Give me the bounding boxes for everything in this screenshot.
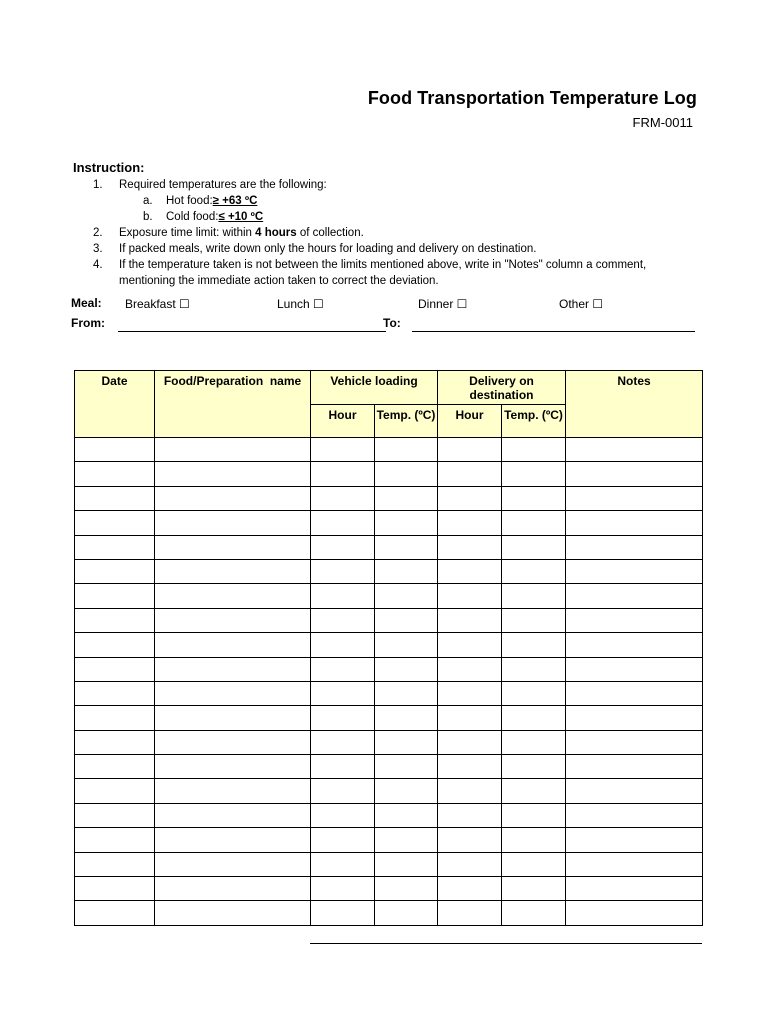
delivery-temp-cell[interactable] <box>502 657 566 681</box>
delivery-hour-cell[interactable] <box>438 608 502 632</box>
table-row <box>75 828 703 852</box>
instruction-text <box>119 225 364 241</box>
food-cell[interactable] <box>155 803 311 827</box>
table-row <box>75 657 703 681</box>
notes-cell[interactable] <box>566 462 703 486</box>
date-cell[interactable] <box>75 755 155 779</box>
table-row <box>75 877 703 901</box>
header-delivery-temp: Temp. (ºC) <box>502 405 566 438</box>
notes-cell[interactable] <box>566 486 703 510</box>
date-cell[interactable] <box>75 559 155 583</box>
date-cell[interactable] <box>75 803 155 827</box>
food-cell[interactable] <box>155 779 311 803</box>
date-cell[interactable] <box>75 852 155 876</box>
loading-hour-cell[interactable] <box>311 486 375 510</box>
loading-hour-cell[interactable] <box>311 730 375 754</box>
log-body <box>75 438 703 926</box>
loading-temp-cell[interactable] <box>375 608 438 632</box>
food-cell[interactable] <box>155 438 311 462</box>
table-row <box>75 681 703 705</box>
table-row <box>75 462 703 486</box>
notes-cell[interactable] <box>566 901 703 925</box>
delivery-hour-cell[interactable] <box>438 633 502 657</box>
from-label: From: <box>71 316 105 330</box>
delivery-temp-cell[interactable] <box>502 828 566 852</box>
food-cell[interactable] <box>155 633 311 657</box>
loading-hour-cell[interactable] <box>311 803 375 827</box>
table-row <box>75 779 703 803</box>
loading-temp-cell[interactable] <box>375 803 438 827</box>
date-cell[interactable] <box>75 511 155 535</box>
notes-cell[interactable] <box>566 803 703 827</box>
food-cell[interactable] <box>155 462 311 486</box>
loading-hour-cell[interactable] <box>311 852 375 876</box>
notes-cell[interactable] <box>566 755 703 779</box>
delivery-hour-cell[interactable] <box>438 877 502 901</box>
date-cell[interactable] <box>75 462 155 486</box>
food-cell[interactable] <box>155 755 311 779</box>
table-row <box>75 852 703 876</box>
table-row <box>75 706 703 730</box>
delivery-temp-cell[interactable] <box>502 730 566 754</box>
loading-temp-cell[interactable] <box>375 633 438 657</box>
loading-hour-cell[interactable] <box>311 779 375 803</box>
loading-temp-cell[interactable] <box>375 559 438 583</box>
loading-temp-cell[interactable] <box>375 535 438 559</box>
table-row <box>75 730 703 754</box>
instruction-text: If packed meals, write down only the hours for loading and delivery on destination. <box>119 243 537 255</box>
to-field[interactable] <box>412 331 695 332</box>
delivery-hour-cell[interactable] <box>438 584 502 608</box>
loading-temp-cell[interactable] <box>375 584 438 608</box>
delivery-temp-cell[interactable] <box>502 706 566 730</box>
delivery-temp-cell[interactable] <box>502 633 566 657</box>
header-delivery-hour: Hour <box>438 405 502 438</box>
delivery-hour-cell[interactable] <box>438 462 502 486</box>
loading-temp-cell[interactable] <box>375 511 438 535</box>
subitem-text: Cold food: <box>166 211 219 223</box>
loading-hour-cell[interactable] <box>311 584 375 608</box>
delivery-temp-cell[interactable] <box>502 779 566 803</box>
instruction-list <box>93 177 693 289</box>
table-row <box>75 559 703 583</box>
food-cell[interactable] <box>155 828 311 852</box>
notes-cell[interactable] <box>566 511 703 535</box>
food-cell[interactable] <box>155 584 311 608</box>
date-cell[interactable] <box>75 608 155 632</box>
instruction-item <box>93 177 693 193</box>
notes-cell[interactable] <box>566 877 703 901</box>
delivery-temp-cell[interactable] <box>502 877 566 901</box>
date-cell[interactable] <box>75 633 155 657</box>
delivery-hour-cell[interactable] <box>438 706 502 730</box>
loading-hour-cell[interactable] <box>311 755 375 779</box>
instruction-number: 3. <box>93 243 103 255</box>
delivery-temp-cell[interactable] <box>502 608 566 632</box>
delivery-temp-cell[interactable] <box>502 438 566 462</box>
subitem-letter: b. <box>143 211 153 223</box>
instruction-item <box>93 257 693 273</box>
instruction-number: 4. <box>93 259 103 271</box>
date-cell[interactable] <box>75 657 155 681</box>
meal-option-lunch[interactable]: Lunch ☐ <box>277 297 324 311</box>
delivery-hour-cell[interactable] <box>438 486 502 510</box>
subitem-text: Hot food: <box>166 195 213 207</box>
header-food-name: Food/Preparation name <box>155 371 311 438</box>
header-loading-temp: Temp. (ºC) <box>375 405 438 438</box>
table-row <box>75 755 703 779</box>
table-row <box>75 608 703 632</box>
notes-cell[interactable] <box>566 779 703 803</box>
instruction-item <box>93 225 693 241</box>
delivery-temp-cell[interactable] <box>502 511 566 535</box>
table-row <box>75 584 703 608</box>
instruction-heading: Instruction: <box>73 160 145 175</box>
loading-temp-cell[interactable] <box>375 852 438 876</box>
delivery-temp-cell[interactable] <box>502 803 566 827</box>
food-cell[interactable] <box>155 535 311 559</box>
instruction-continuation: mentioning the immediate action taken to correct the deviation. <box>119 275 439 287</box>
loading-temp-cell[interactable] <box>375 828 438 852</box>
delivery-hour-cell[interactable] <box>438 852 502 876</box>
food-cell[interactable] <box>155 559 311 583</box>
loading-temp-cell[interactable] <box>375 681 438 705</box>
notes-cell[interactable] <box>566 681 703 705</box>
notes-cell[interactable] <box>566 828 703 852</box>
notes-cell[interactable] <box>566 730 703 754</box>
delivery-hour-cell[interactable] <box>438 535 502 559</box>
food-cell[interactable] <box>155 852 311 876</box>
loading-hour-cell[interactable] <box>311 462 375 486</box>
cold-food-limit: ≤ +10 ºC <box>218 211 264 223</box>
date-cell[interactable] <box>75 535 155 559</box>
food-cell[interactable] <box>155 657 311 681</box>
header-vehicle-loading: Vehicle loading <box>311 371 438 405</box>
table-row <box>75 901 703 925</box>
delivery-hour-cell[interactable] <box>438 901 502 925</box>
food-cell[interactable] <box>155 511 311 535</box>
loading-hour-cell[interactable] <box>311 657 375 681</box>
signature-line[interactable] <box>310 943 702 944</box>
loading-temp-cell[interactable] <box>375 730 438 754</box>
food-cell[interactable] <box>155 608 311 632</box>
loading-hour-cell[interactable] <box>311 608 375 632</box>
loading-hour-cell[interactable] <box>311 901 375 925</box>
date-cell[interactable] <box>75 828 155 852</box>
instruction-item <box>93 241 693 257</box>
date-cell[interactable] <box>75 706 155 730</box>
table-row <box>75 535 703 559</box>
exposure-time-limit: 4 hours <box>255 227 297 239</box>
notes-cell[interactable] <box>566 438 703 462</box>
instruction-text-part: of collection. <box>296 227 364 239</box>
date-cell[interactable] <box>75 486 155 510</box>
loading-hour-cell[interactable] <box>311 706 375 730</box>
table-row <box>75 438 703 462</box>
date-cell[interactable] <box>75 730 155 754</box>
loading-hour-cell[interactable] <box>311 877 375 901</box>
loading-hour-cell[interactable] <box>311 511 375 535</box>
delivery-hour-cell[interactable] <box>438 681 502 705</box>
delivery-hour-cell[interactable] <box>438 511 502 535</box>
loading-temp-cell[interactable] <box>375 706 438 730</box>
notes-cell[interactable] <box>566 535 703 559</box>
loading-hour-cell[interactable] <box>311 438 375 462</box>
header-loading-hour: Hour <box>311 405 375 438</box>
delivery-hour-cell[interactable] <box>438 779 502 803</box>
loading-temp-cell[interactable] <box>375 438 438 462</box>
meal-option-other[interactable]: Other ☐ <box>559 297 604 311</box>
food-cell[interactable] <box>155 877 311 901</box>
delivery-hour-cell[interactable] <box>438 803 502 827</box>
page-title: Food Transportation Temperature Log <box>367 88 697 108</box>
date-cell[interactable] <box>75 681 155 705</box>
instruction-text-part: Exposure time limit: within <box>119 227 256 239</box>
date-cell[interactable] <box>75 901 155 925</box>
delivery-temp-cell[interactable] <box>502 535 566 559</box>
delivery-hour-cell[interactable] <box>438 657 502 681</box>
instruction-text: Required temperatures are the following: <box>119 179 327 191</box>
from-field[interactable] <box>118 331 386 332</box>
to-label: To: <box>383 316 401 330</box>
meal-option-breakfast[interactable]: Breakfast ☐ <box>125 297 190 311</box>
delivery-temp-cell[interactable] <box>502 486 566 510</box>
delivery-temp-cell[interactable] <box>502 681 566 705</box>
table-row <box>75 633 703 657</box>
instruction-number: 1. <box>93 179 103 191</box>
food-cell[interactable] <box>155 681 311 705</box>
loading-temp-cell[interactable] <box>375 657 438 681</box>
food-cell[interactable] <box>155 730 311 754</box>
delivery-temp-cell[interactable] <box>502 901 566 925</box>
instruction-number: 2. <box>93 227 103 239</box>
delivery-temp-cell[interactable] <box>502 462 566 486</box>
notes-cell[interactable] <box>566 633 703 657</box>
loading-hour-cell[interactable] <box>311 681 375 705</box>
date-cell[interactable] <box>75 584 155 608</box>
meal-label: Meal: <box>71 296 102 310</box>
form-code: FRM-0011 <box>632 115 693 130</box>
date-cell[interactable] <box>75 438 155 462</box>
loading-temp-cell[interactable] <box>375 877 438 901</box>
food-cell[interactable] <box>155 706 311 730</box>
meal-option-dinner[interactable]: Dinner ☐ <box>418 297 468 311</box>
table-row <box>75 803 703 827</box>
food-cell[interactable] <box>155 486 311 510</box>
table-row <box>75 486 703 510</box>
date-cell[interactable] <box>75 779 155 803</box>
notes-cell[interactable] <box>566 852 703 876</box>
delivery-temp-cell[interactable] <box>502 584 566 608</box>
notes-cell[interactable] <box>566 657 703 681</box>
loading-hour-cell[interactable] <box>311 633 375 657</box>
header-delivery: Delivery on destination <box>438 371 566 405</box>
delivery-hour-cell[interactable] <box>438 730 502 754</box>
loading-hour-cell[interactable] <box>311 535 375 559</box>
delivery-hour-cell[interactable] <box>438 559 502 583</box>
delivery-hour-cell[interactable] <box>438 755 502 779</box>
loading-hour-cell[interactable] <box>311 828 375 852</box>
notes-cell[interactable] <box>566 608 703 632</box>
delivery-temp-cell[interactable] <box>502 559 566 583</box>
loading-temp-cell[interactable] <box>375 486 438 510</box>
food-cell[interactable] <box>155 901 311 925</box>
subitem-letter: a. <box>143 195 153 207</box>
loading-temp-cell[interactable] <box>375 755 438 779</box>
loading-hour-cell[interactable] <box>311 559 375 583</box>
instruction-subitem <box>93 193 693 209</box>
table-row <box>75 511 703 535</box>
instruction-text: If the temperature taken is not between the limits mentioned above, write in "Notes" column a comment, <box>119 259 647 271</box>
header-notes: Notes <box>566 371 703 438</box>
loading-temp-cell[interactable] <box>375 779 438 803</box>
notes-cell[interactable] <box>566 559 703 583</box>
delivery-hour-cell[interactable] <box>438 828 502 852</box>
loading-temp-cell[interactable] <box>375 901 438 925</box>
temperature-log-table <box>74 370 703 926</box>
instruction-subitem <box>93 209 693 225</box>
notes-cell[interactable] <box>566 706 703 730</box>
date-cell[interactable] <box>75 877 155 901</box>
header-date: Date <box>75 371 155 438</box>
hot-food-limit: ≥ +63 ºC <box>212 195 258 207</box>
delivery-temp-cell[interactable] <box>502 755 566 779</box>
loading-temp-cell[interactable] <box>375 462 438 486</box>
delivery-temp-cell[interactable] <box>502 852 566 876</box>
notes-cell[interactable] <box>566 584 703 608</box>
delivery-hour-cell[interactable] <box>438 438 502 462</box>
